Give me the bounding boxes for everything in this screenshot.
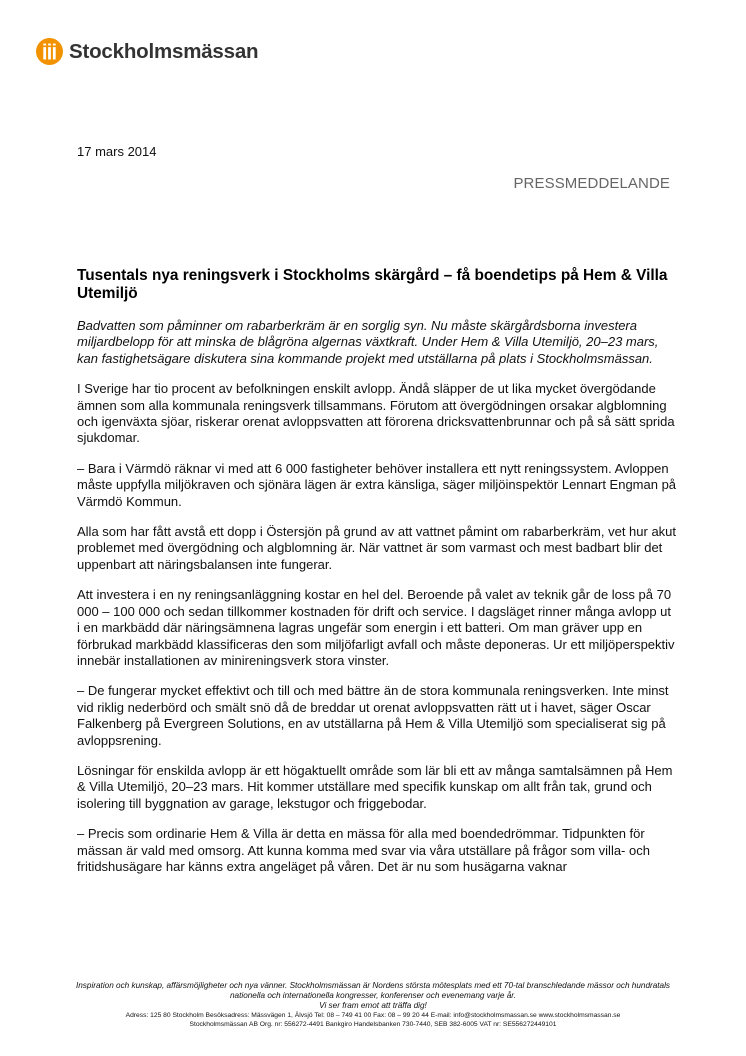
footer-company-details: Stockholmsmässan AB Org. nr: 556272-4491 Bankgiro Handelsbanken 730-7440, SEB 382-6005 VAT nr: SE556272449101 <box>189 1021 557 1028</box>
paragraph: Alla som har fått avstå ett dopp i Östersjön på grund av att vattnet påmint om rabarberkräm, vet hur akut problemet med övergödning och algblomning är. När vattnet är som varmast och mest badbart blir det uppenbart att näringsbalansen inte fungerar. <box>77 524 677 572</box>
stockholmsmassan-logo-icon <box>36 38 63 65</box>
footer-address: Adress: 125 80 Stockholm Besöksadress: Mässvägen 1, Älvsjö Tel: 08 – 749 41 00 Fax: 08 – 99 20 44 E-mail: info@stockholmsmassan.se www.stockholmsmassan.se <box>125 1012 621 1019</box>
lead-paragraph: Badvatten som påminner om rabarberkräm är en sorglig syn. Nu måste skärgårdsborna investera miljardbelopp för att minska de blågröna algernas växtkraft. Under Hem & Villa Utemiljö, 20–23 mars, kan fastighetsägare diskutera sina kommande projekt med utställarna på plats i Stockholmsmässan. <box>77 318 659 366</box>
brand-logo <box>36 38 258 65</box>
paragraph: – Bara i Värmdö räknar vi med att 6 000 fastigheter behöver installera ett nytt reningssystem. Avloppen måste uppfylla miljökraven och sjönära lägen är extra känsliga, säger miljöinspektör Lennart Engman på Värmdö Kommun. <box>77 460 677 509</box>
page-footer <box>0 981 746 1029</box>
article-body <box>77 267 677 889</box>
paragraph: Lösningar för enskilda avlopp är ett högaktuellt område som lär bli ett av många samtalsämnen på Hem & Villa Utemiljö, 20–23 mars. Hit kommer utställare med specifik kunskap om allt från tak, grund och isolering till byggnation av garage, lekstugor och friggebodar. <box>77 762 673 811</box>
paragraph: I Sverige har tio procent av befolkningen enskilt avlopp. Ändå släpper de ut lika mycket övergödande ämnen som alla kommunala reningsverk tillsammans. Förutom att övergödningen orsakar algblomning och igenväxta sjöar, riskerar orenat avloppsvatten att förorena dricksvattenbrunnar och på så sätt sprida sjukdomar. <box>77 381 675 446</box>
headline: Tusentals nya reningsverk i Stockholms skärgård – få boendetips på Hem & Villa Utemiljö <box>77 267 668 302</box>
footer-tagline: Vi ser fram emot att träffa dig! <box>319 1001 427 1010</box>
release-date: 17 mars 2014 <box>77 144 157 159</box>
paragraph: – De fungerar mycket effektivt och till och med bättre än de stora kommunala reningsverken. Inte minst vid riklig nederbörd och smält snö då de breddar ut orenat avloppsvatten rätt ut i havet, säger Oscar Falkenberg på Evergreen Solutions, en av utställarna på Hem & Villa Utemiljö som specialiserat sig på avloppsrening. <box>77 683 669 748</box>
paragraph: – Precis som ordinarie Hem & Villa är detta en mässa för alla med boendedrömmar. Tidpunkten för mässan är vald med omsorg. Att kunna komma med svar via våra utställare på frågor som villa- och fritidshusägare har känns extra angeläget på våren. Det är nu som husägarna vaknar <box>77 826 650 874</box>
document-type: PRESSMEDDELANDE <box>513 175 670 192</box>
brand-name: Stockholmsmässan <box>69 39 259 63</box>
paragraph: Att investera i en ny reningsanläggning kostar en hel del. Beroende på valet av teknik går de loss på 70 000 – 100 000 och sedan tillkommer kostnaden för drift och service. I dagsläget rinner många avlopp ut i en markbädd där näringsämnena lagras ungefär som energin i ett batteri. Om man gräver upp en förbrukad markbädd klassificeras den som miljöfarligt avfall och måste deponeras. Ur ett miljöperspektiv innebär installationen av minireningsverk stora vinster. <box>77 587 675 668</box>
footer-company-info: Inspiration och kunskap, affärsmöjligheter och nya vänner. Stockholmsmässan är Nordens största mötesplats med ett 70-tal branschledande mässor och hundratals nationella och internationella kongresser, konferenser och evenemang varje år. <box>75 981 671 1000</box>
